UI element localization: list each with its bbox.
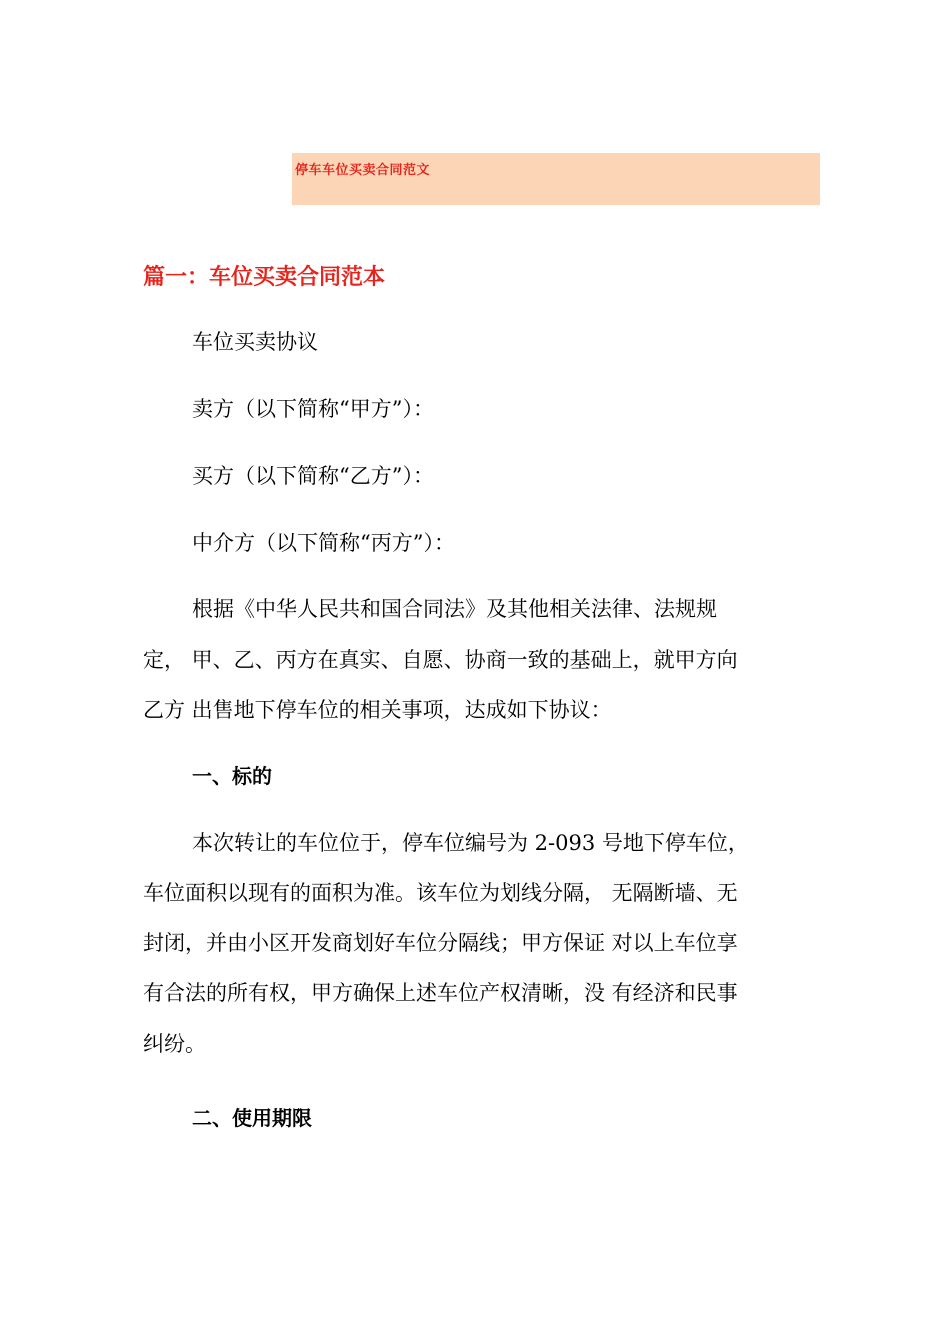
agreement-title: 车位买卖协议 xyxy=(192,330,318,354)
banner-title: 停车车位买卖合同范文 xyxy=(295,163,431,178)
clause1-line: 纠纷。 xyxy=(143,1032,206,1056)
clause1-heading: 一、标的 xyxy=(192,764,272,788)
clause1-line: 本次转让的车位位于，停车位编号为 2-093 号地下停车位， xyxy=(192,831,749,855)
clause2-heading: 二、使用期限 xyxy=(192,1106,312,1130)
document-banner xyxy=(292,153,820,205)
intro-line: 定， 甲、乙、丙方在真实、自愿、协商一致的基础上，就甲方向 xyxy=(143,648,738,672)
clause1-line: 有合法的所有权，甲方确保上述车位产权清晰，没 有经济和民事 xyxy=(143,981,738,1005)
section-title: 篇一：车位买卖合同范本 xyxy=(143,265,386,290)
clause1-line: 车位面积以现有的面积为准。该车位为划线分隔， 无隔断墙、无 xyxy=(143,881,738,905)
intro-line: 根据《中华人民共和国合同法》及其他相关法律、法规规 xyxy=(192,597,717,621)
agent-line: 中介方（以下简称“丙方”）： xyxy=(192,531,455,555)
clause1-line: 封闭，并由小区开发商划好车位分隔线；甲方保证 对以上车位享 xyxy=(143,931,738,955)
intro-line: 乙方 出售地下停车位的相关事项，达成如下协议： xyxy=(143,698,612,722)
buyer-line: 买方（以下简称“乙方”）： xyxy=(192,464,434,488)
seller-line: 卖方（以下简称“甲方”）： xyxy=(192,397,434,421)
